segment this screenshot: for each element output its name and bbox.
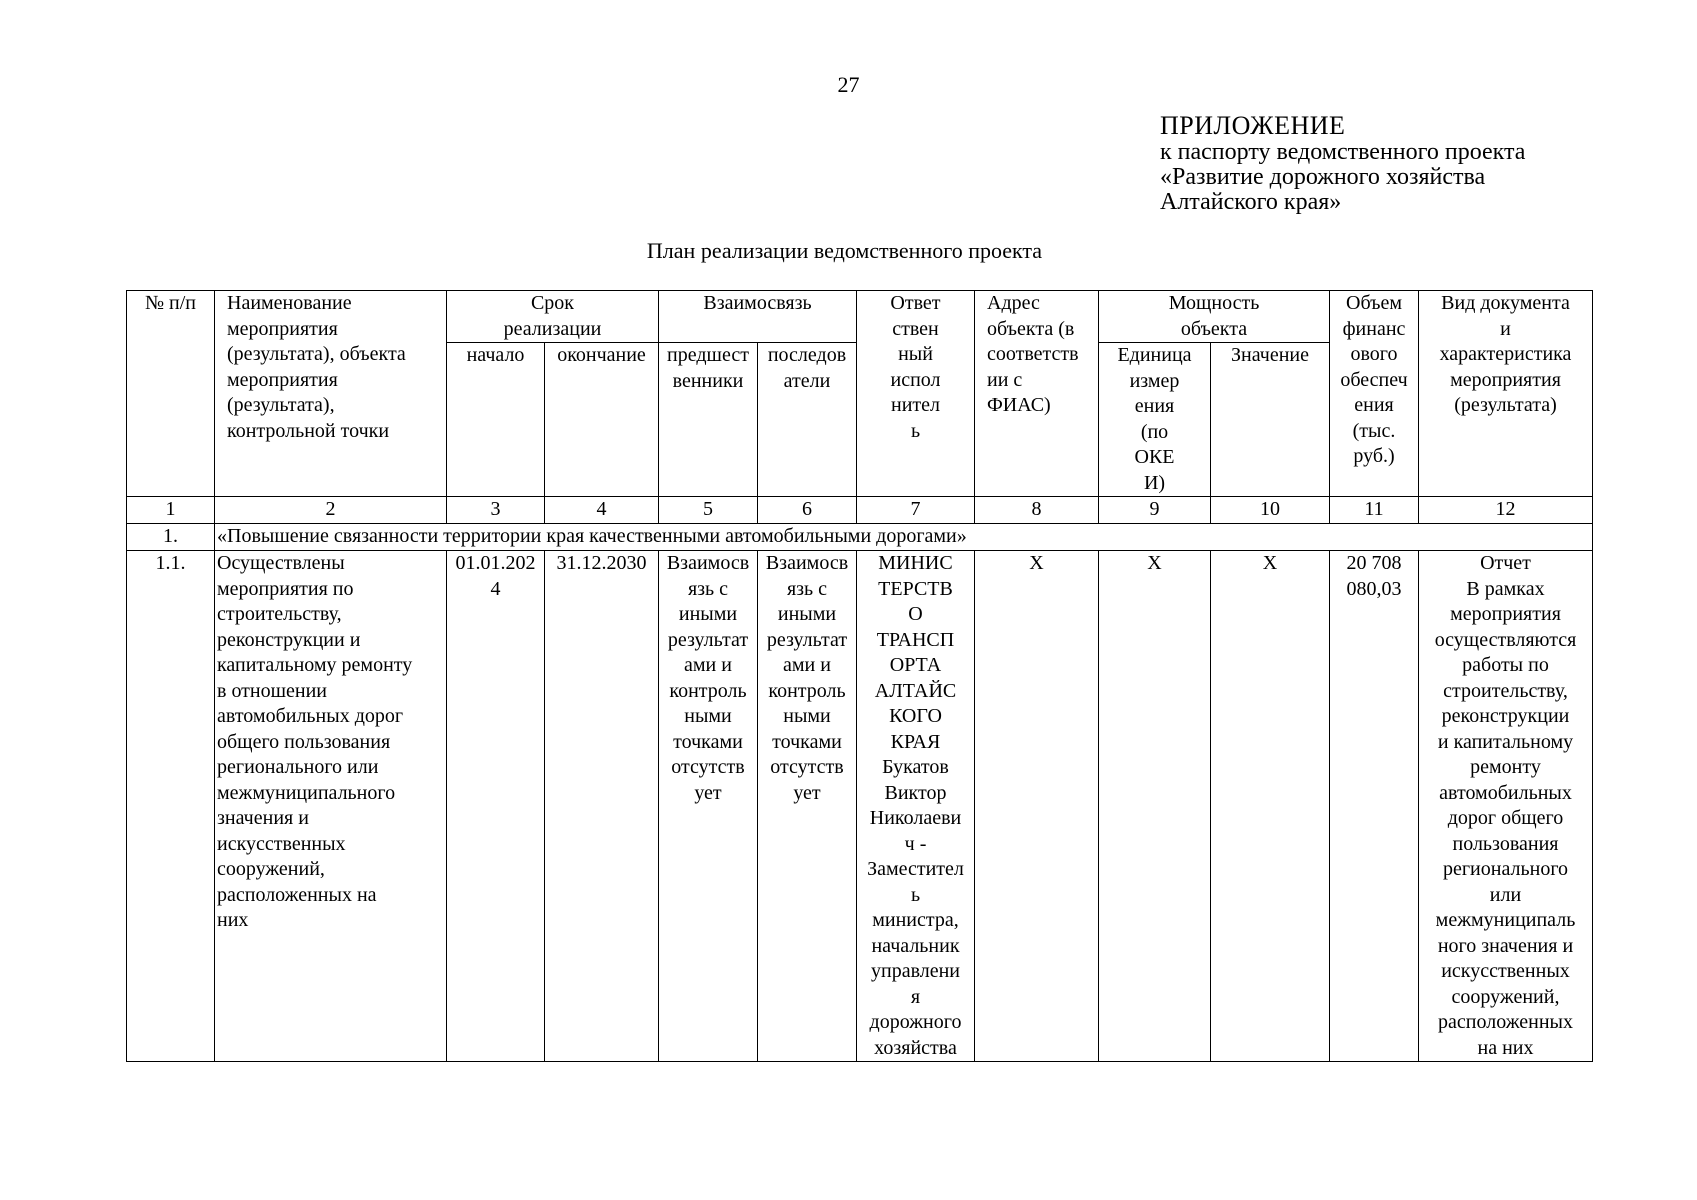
column-number: 4 — [545, 497, 659, 524]
row-unit: X — [1099, 551, 1211, 1062]
header-responsible: Ответ ствен ный испол нител ь — [857, 291, 975, 497]
row-finance: 20 708 080,03 — [1330, 551, 1419, 1062]
column-number: 12 — [1419, 497, 1593, 524]
section-row — [127, 524, 1593, 551]
page-number: 27 — [837, 72, 860, 97]
header-successors: последов атели — [758, 343, 857, 497]
row-end: 31.12.2030 — [545, 551, 659, 1062]
row-responsible: МИНИС ТЕРСТВ О ТРАНСП ОРТА АЛТАЙС КОГО КРАЯ Букатов Виктор Николаеви ч - Заместител ь министра, начальник управлени я дорожного хозяйства — [857, 551, 975, 1062]
column-number: 11 — [1330, 497, 1419, 524]
appendix-line: «Развитие дорожного хозяйства — [1160, 164, 1486, 190]
section-title: «Повышение связанности территории края качественными автомобильными дорогами» — [215, 524, 1593, 551]
column-number: 6 — [758, 497, 857, 524]
column-number: 1 — [127, 497, 215, 524]
header-name: Наименование мероприятия (результата), объекта мероприятия (результата), контрольной точки — [215, 291, 447, 497]
header-doc: Вид документа и характеристика мероприятия (результата) — [1419, 291, 1593, 497]
row-name: Осуществлены мероприятия по строительству, реконструкции и капитальному ремонту в отношении автомобильных дорог общего пользования регионального или межмуниципального значения и искусственных сооружений, расположенных на них — [215, 551, 447, 1062]
column-number: 7 — [857, 497, 975, 524]
plan-title: План реализации ведомственного проекта — [646, 238, 1043, 263]
section-number: 1. — [127, 524, 215, 551]
table-row — [127, 551, 1593, 1062]
column-number: 9 — [1099, 497, 1211, 524]
header-num: № п/п — [127, 291, 215, 497]
column-number: 10 — [1211, 497, 1330, 524]
header-address: Адрес объекта (в соответств ии с ФИАС) — [975, 291, 1099, 497]
row-doc: Отчет В рамках мероприятия осуществляются работы по строительству, реконструкции и капитальному ремонту автомобильных дорог общего пользования регионального или межмуниципаль ного значения и искусственных сооружений, расположенных на них — [1419, 551, 1593, 1062]
plan-table — [126, 290, 1593, 1062]
row-successors: Взаимосв язь с иными результат ами и контроль ными точками отсутств ует — [758, 551, 857, 1062]
header-row — [127, 291, 1593, 343]
row-address: X — [975, 551, 1099, 1062]
header-term: Срок реализации — [447, 291, 659, 343]
row-start: 01.01.202 4 — [447, 551, 545, 1062]
column-number: 3 — [447, 497, 545, 524]
row-predecessors: Взаимосв язь с иными результат ами и контроль ными точками отсутств ует — [659, 551, 758, 1062]
header-value: Значение — [1211, 343, 1330, 497]
column-number: 2 — [215, 497, 447, 524]
header-predecessors: предшест венники — [659, 343, 758, 497]
appendix-line: к паспорту ведомственного проекта — [1160, 139, 1526, 165]
column-number: 5 — [659, 497, 758, 524]
column-number-row — [127, 497, 1593, 524]
header-finance: Объем финанс ового обеспеч ения (тыс. руб.) — [1330, 291, 1419, 497]
header-capacity: Мощность объекта — [1099, 291, 1330, 343]
header-end: окончание — [545, 343, 659, 497]
row-value: X — [1211, 551, 1330, 1062]
header-start: начало — [447, 343, 545, 497]
appendix-title: ПРИЛОЖЕНИЕ — [1160, 111, 1346, 140]
column-number: 8 — [975, 497, 1099, 524]
appendix-block — [1160, 112, 1525, 215]
appendix-line: Алтайского края» — [1160, 189, 1342, 215]
header-relation: Взаимосвязь — [659, 291, 857, 343]
header-unit: Единица измер ения (по ОКЕ И) — [1099, 343, 1211, 497]
row-number: 1.1. — [127, 551, 215, 1062]
